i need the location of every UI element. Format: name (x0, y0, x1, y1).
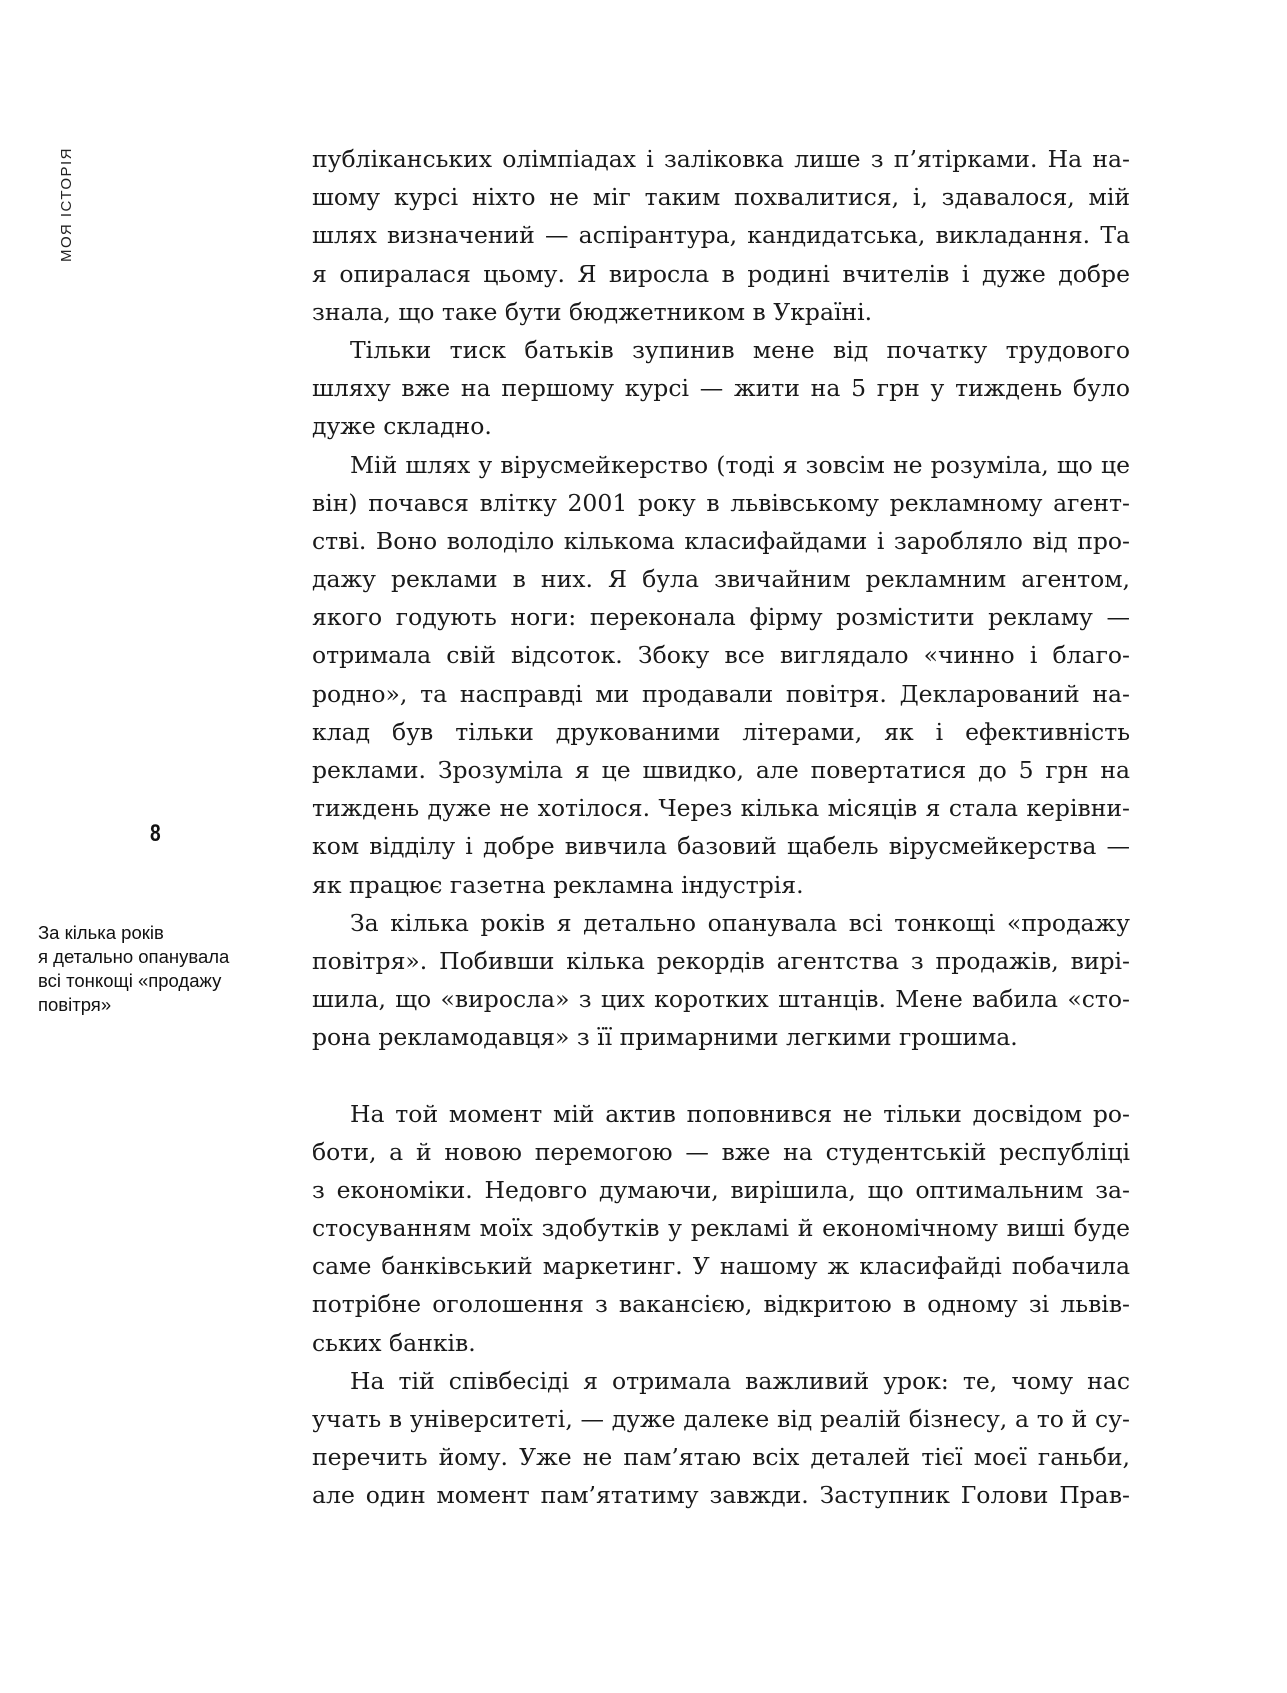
text-line: ком відділу і добре вивчила базовий щабель вірусмейкерства — (312, 832, 1130, 861)
text-line: перечить йому. Уже не пам’ятаю всіх деталей тієї моєї ганьби, (312, 1443, 1130, 1472)
section-break (312, 1057, 1130, 1095)
running-head: МОЯ ІСТОРІЯ (58, 147, 75, 262)
paragraph-1 (312, 140, 1130, 331)
body-text (312, 140, 1130, 1515)
text-line: Тільки тиск батьків зупинив мене від початку трудового (350, 335, 1130, 364)
text-line: з економіки. Недовго думаючи, вирішила, що оптимальним за- (312, 1175, 1130, 1204)
text-line: тиждень дуже не хотілося. Через кілька місяців я стала керівни- (312, 794, 1130, 823)
paragraph-4 (312, 904, 1130, 1057)
text-line: повітря». Побивши кілька рекордів агентства з продажів, вирі- (312, 946, 1130, 975)
text-line: боти, а й новою перемогою — вже на студентській республіці (312, 1137, 1130, 1166)
pull-quote (38, 921, 258, 1017)
pull-quote-line: повітря» (38, 994, 112, 1015)
text-line: клад був тільки друкованими літерами, як і ефективність (312, 717, 1130, 746)
text-line: стві. Воно володіло кількома класифайдами і заробляло від про- (312, 526, 1130, 555)
text-line: дажу реклами в них. Я була звичайним рекламним агентом, (312, 565, 1130, 594)
text-line: знала, що таке бути бюджетником в Україні. (312, 297, 873, 326)
text-line: але один момент пам’ятатиму завжди. Заступник Голови Прав- (312, 1481, 1130, 1510)
text-line: отримала свій відсоток. Збоку все виглядало «чинно і благо- (312, 641, 1130, 670)
text-line: я опиралася цьому. Я виросла в родині вчителів і дуже добре (312, 259, 1130, 288)
text-line: стосуванням моїх здобутків у рекламі й економічному виші буде (312, 1214, 1130, 1243)
pull-quote-line: я детально опанувала (38, 946, 230, 967)
text-line: шляху вже на першому курсі — жити на 5 грн у тиждень було (312, 374, 1130, 403)
text-line: як працює газетна рекламна індустрія. (312, 870, 804, 899)
text-line: шому курсі ніхто не міг таким похвалитися, і, здавалося, мій (312, 183, 1130, 212)
text-line: ських банків. (312, 1328, 476, 1357)
text-line: він) почався влітку 2001 року в львівському рекламному агент- (312, 488, 1130, 517)
paragraph-2 (312, 331, 1130, 446)
text-line: публіканських олімпіадах і заліковка лише з п’ятірками. На на- (312, 145, 1130, 173)
text-line: За кілька років я детально опанувала всі тонкощі «продажу (350, 908, 1130, 937)
text-line: рона рекламодавця» з її примарними легкими грошима. (312, 1023, 1018, 1052)
paragraph-3 (312, 446, 1130, 904)
pull-quote-line: всі тонкощі «продажу (38, 970, 222, 991)
pull-quote-line: За кілька років (38, 922, 164, 943)
text-line: Мій шлях у вірусмейкерство (тоді я зовсім не розуміла, що це (350, 450, 1130, 479)
text-line: На той момент мій актив поповнився не тільки досвідом ро- (350, 1099, 1130, 1128)
text-line: шлях визначений — аспірантура, кандидатська, викладання. Та (312, 221, 1130, 250)
paragraph-6 (312, 1362, 1130, 1515)
text-line: На тій співбесіді я отримала важливий урок: те, чому нас (350, 1366, 1130, 1395)
text-line: реклами. Зрозуміла я це швидко, але повертатися до 5 грн на (312, 756, 1130, 784)
text-line: потрібне оголошення з вакансією, відкритою в одному зі львів- (312, 1290, 1130, 1319)
text-line: дуже складно. (312, 412, 492, 441)
text-line: якого годують ноги: переконала фірму розмістити рекламу — (312, 603, 1130, 632)
text-line: шила, що «виросла» з цих коротких штанців. Мене вабила «сто- (312, 985, 1130, 1014)
page-number: 8 (150, 820, 161, 847)
text-line: учать в університеті, — дуже далеке від реалій бізнесу, а то й су- (312, 1405, 1130, 1433)
paragraph-5 (312, 1095, 1130, 1362)
text-line: саме банківський маркетинг. У нашому ж класифайді побачила (312, 1252, 1130, 1281)
text-line: родно», та насправді ми продавали повітря. Декларований на- (312, 679, 1130, 708)
